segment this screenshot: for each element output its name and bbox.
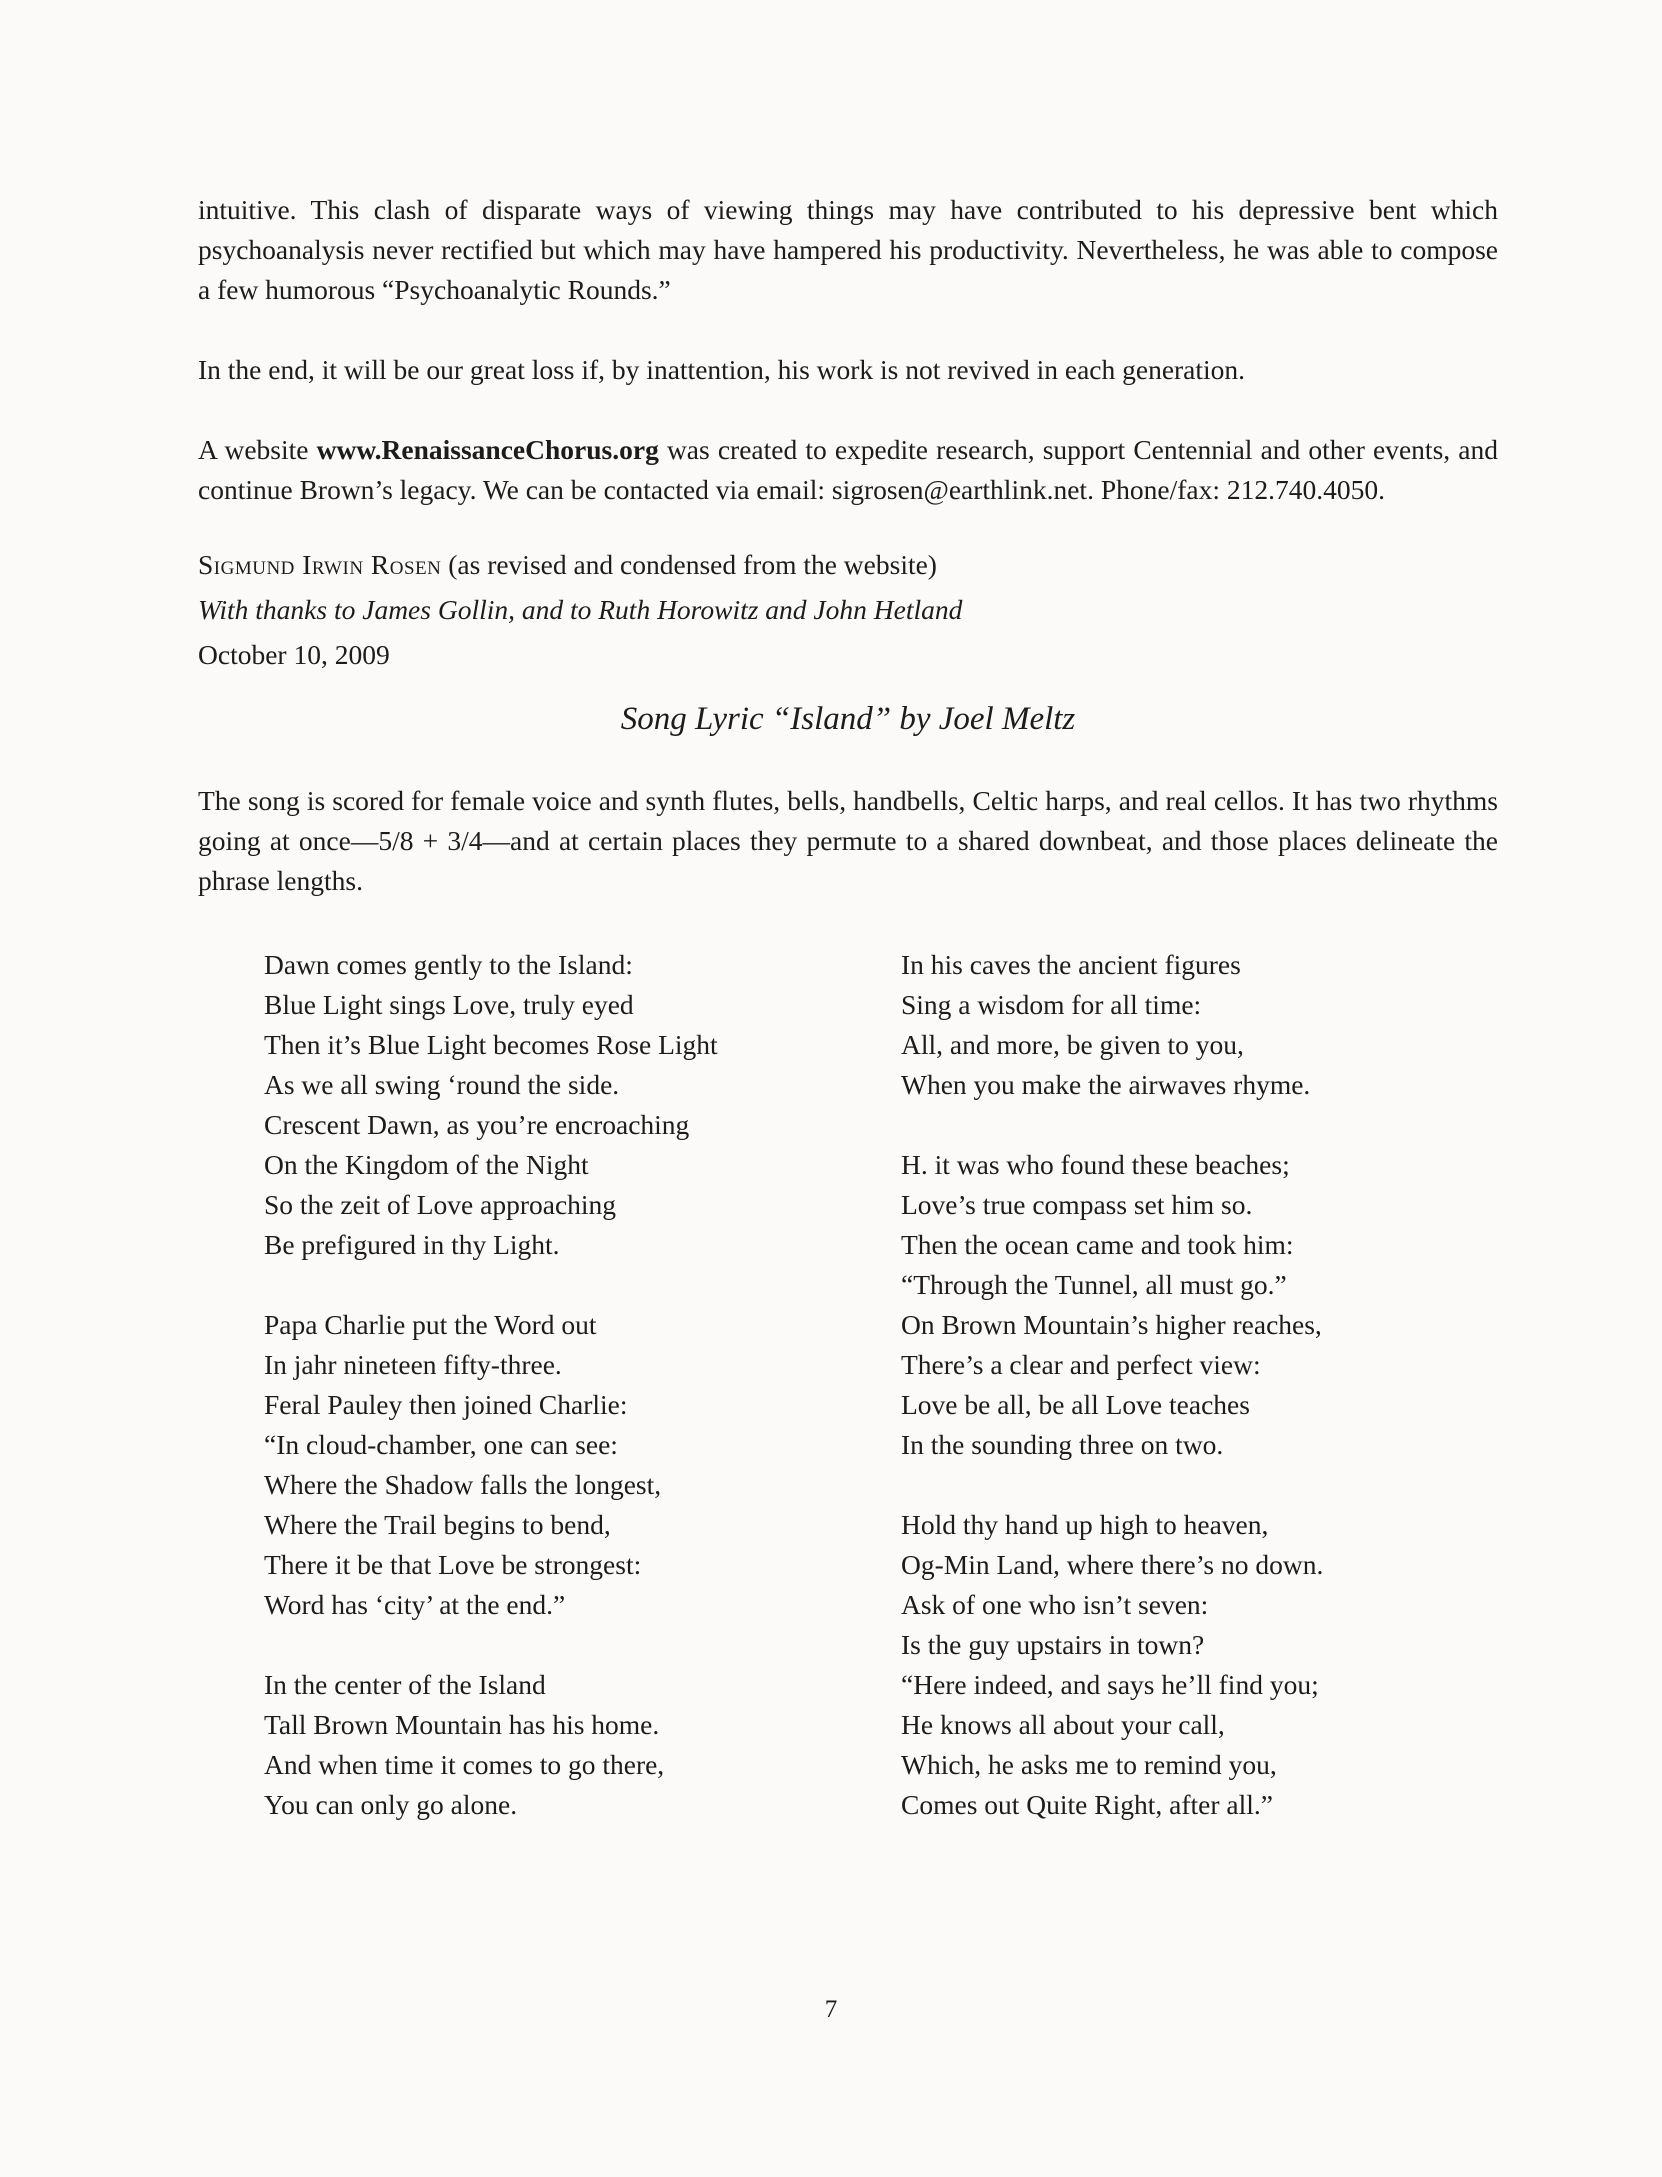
lyric-line: So the zeit of Love approaching — [264, 1189, 617, 1220]
lyric-line: “Here indeed, and says he’ll find you; — [901, 1669, 1319, 1700]
lyric-line: Is the guy upstairs in town? — [901, 1629, 1205, 1660]
lyric-line: Sing a wisdom for all time: — [901, 989, 1202, 1020]
lyric-line: Crescent Dawn, as you’re encroaching — [264, 1109, 690, 1140]
song-title: Song Lyric “Island” by Joel Meltz — [620, 701, 1076, 737]
lyric-line: Love be all, be all Love teaches — [901, 1389, 1250, 1420]
lyric-line: Then the ocean came and took him: — [901, 1229, 1294, 1260]
lyric-line: “Through the Tunnel, all must go.” — [901, 1269, 1287, 1300]
lyric-line: Comes out Quite Right, after all.” — [901, 1789, 1273, 1820]
acknowledgement-line: With thanks to James Gollin, and to Ruth Horowitz and John Hetland — [198, 594, 963, 625]
lyric-line: He knows all about your call, — [901, 1709, 1225, 1740]
lyric-line: Word has ‘city’ at the end.” — [264, 1589, 566, 1620]
lyric-line: In his caves the ancient figures — [901, 949, 1241, 980]
lyric-line: On the Kingdom of the Night — [264, 1149, 589, 1180]
lyric-stanza — [264, 1305, 864, 1625]
lyric-line: Be prefigured in thy Light. — [264, 1229, 560, 1260]
lyrics-right-column — [901, 945, 1501, 1865]
closing-paragraph: In the end, it will be our great loss if, by inattention, his work is not revived in each generation. — [198, 354, 1246, 385]
song-description: The song is scored for female voice and synth flutes, bells, handbells, Celtic harps, and real cellos. It has two rhythms going at once—5/8 + 3/4—and at certain places they permute to a shared downbeat, and those places delineate the phrase lengths. — [198, 785, 1498, 896]
lyric-line: You can only go alone. — [264, 1789, 518, 1820]
lyric-line: H. it was who found these beaches; — [901, 1149, 1290, 1180]
lyric-stanza — [901, 945, 1501, 1105]
website-rest: was created to expedite research, support Centennial and other events, and continue Brown’s legacy. We can be contacted via email: sigrosen@earthlink.net. Phone/fax: 212.740.4050. — [198, 434, 1498, 505]
website-prefix: A website — [198, 434, 317, 465]
page-content — [198, 190, 1498, 1845]
lyric-line: All, and more, be given to you, — [901, 1029, 1244, 1060]
lyric-line: When you make the airwaves rhyme. — [901, 1069, 1311, 1100]
lyric-line: Og-Min Land, where there’s no down. — [901, 1549, 1324, 1580]
lyric-line: On Brown Mountain’s higher reaches, — [901, 1309, 1322, 1340]
lyric-line: In jahr nineteen fifty-three. — [264, 1349, 562, 1380]
lyric-line: Feral Pauley then joined Charlie: — [264, 1389, 628, 1420]
lyric-stanza — [264, 1665, 864, 1825]
lyric-stanza — [901, 1145, 1501, 1465]
lyric-line: In the center of the Island — [264, 1669, 546, 1700]
lyric-line: Blue Light sings Love, truly eyed — [264, 989, 634, 1020]
website-paragraph — [198, 430, 1498, 510]
lyric-line: In the sounding three on two. — [901, 1429, 1224, 1460]
signature-date: October 10, 2009 — [198, 639, 390, 670]
lyric-line: Hold thy hand up high to heaven, — [901, 1509, 1269, 1540]
lyric-line: Ask of one who isn’t seven: — [901, 1589, 1209, 1620]
page-number: 7 — [824, 1996, 838, 2023]
lyric-line: Which, he asks me to remind you, — [901, 1749, 1277, 1780]
lyric-line: Tall Brown Mountain has his home. — [264, 1709, 660, 1740]
website-url: www.RenaissanceChorus.org — [316, 434, 659, 465]
lyric-line: Where the Shadow falls the longest, — [264, 1469, 662, 1500]
signature-note: (as revised and condensed from the website) — [441, 549, 937, 580]
lyric-line: Where the Trail begins to bend, — [264, 1509, 611, 1540]
lyric-stanza — [264, 945, 864, 1265]
intro-paragraph: intuitive. This clash of disparate ways of viewing things may have contributed to his depressive bent which psychoanalysis never rectified but which may have hampered his productivity. Nevertheless, he was able to compose a few humorous “Psychoanalytic Rounds.” — [198, 194, 1498, 305]
lyric-line: Love’s true compass set him so. — [901, 1189, 1253, 1220]
lyric-line: Then it’s Blue Light becomes Rose Light — [264, 1029, 718, 1060]
lyric-line: And when time it comes to go there, — [264, 1749, 665, 1780]
lyrics-section — [198, 945, 1498, 1845]
lyric-line: “In cloud-chamber, one can see: — [264, 1429, 618, 1460]
lyric-line: Papa Charlie put the Word out — [264, 1309, 597, 1340]
lyric-line: As we all swing ‘round the side. — [264, 1069, 620, 1100]
lyric-line: Dawn comes gently to the Island: — [264, 949, 633, 980]
lyric-line: There it be that Love be strongest: — [264, 1549, 642, 1580]
lyrics-left-column — [264, 945, 864, 1865]
signature-line — [198, 542, 1498, 587]
lyric-stanza — [901, 1505, 1501, 1825]
signature-author: Sigmund Irwin Rosen — [198, 549, 442, 580]
lyric-line: There’s a clear and perfect view: — [901, 1349, 1261, 1380]
